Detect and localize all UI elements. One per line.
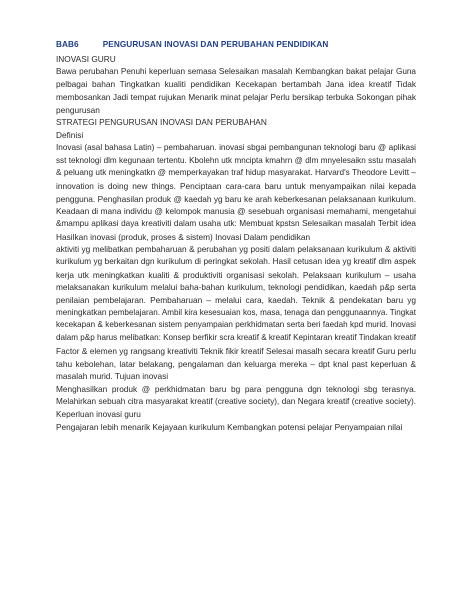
text-line: Pengajaran lebih menarik Kejayaan kurikulum Kembangkan potensi pelajar Penyampaian nilai bbox=[56, 421, 403, 432]
chapter-number: BAB6 bbox=[56, 40, 79, 49]
text-line: Hasilkan inovasi (produk, proses & sistem) Inovasi Dalam pendidikan bbox=[56, 231, 311, 242]
text-line: tahu kebolehan, latar belakang, pengalaman dan keluarga mereka – dpt knal past keperluan & bbox=[56, 358, 416, 369]
text-line: STRATEGI PENGURUSAN INOVASI DAN PERUBAHAN bbox=[56, 117, 267, 128]
chapter-title: PENGURUSAN INOVASI DAN PERUBAHAN PENDIDIKAN bbox=[102, 40, 329, 49]
text-line: penilaian pembelajaran. Pembaharuan – melalui cara, kaedah. Teknik & pendekatan baru yg bbox=[56, 295, 416, 306]
text-line: Melahirkan sebuah citra masyarakat kreatif (creative society), dan Negara kreatif (creative society). bbox=[56, 396, 416, 406]
text-line: & peluang utk meningkatkn @ memperkayakan traf hidup masyarakat. Harvard's Theodore Levitt – bbox=[56, 168, 416, 178]
text-line: innovation is doing new things. Penciptaan cara-cara baru untuk menyampaikan nilai kepada bbox=[56, 180, 416, 191]
text-line: Keperluan inovasi guru bbox=[56, 409, 141, 420]
text-line: Factor & elemen yg rangsang kreativiti Teknik fikir kreatif Selesai masalh secara kreatif Guru perlu bbox=[56, 345, 416, 356]
text-line: pelbagai bahan Tingkatkan kualiti pendidikan Kecekapan bertambah Jana idea kreatif Tidak bbox=[56, 79, 416, 90]
text-line: Menghasilkan produk @ perkhidmatan baru bg para pengguna dgn teknologi sbg terasnya. bbox=[56, 383, 416, 394]
text-line: Bawa perubahan Penuhi keperluan semasa Selesaikan masalah Kembangkan bakat pelajar Guna bbox=[56, 66, 416, 76]
text-line: pengurusan bbox=[56, 104, 100, 115]
text-line: kecekapan & keberkesanan sistem penyampaian perkhidmatan serta beri faedah kpd murid. Inovasi bbox=[56, 320, 416, 330]
text-line: Definisi bbox=[56, 130, 84, 141]
text-line: meningkatkan pembelajaran. Ambil kira kesesuaian kos, masa, tenaga dan penggunaannya. Tingkat bbox=[56, 307, 416, 317]
text-line: INOVASI GURU bbox=[56, 54, 116, 64]
text-line: Keadaan di mana individu @ kelompok manusia @ sesebuah organisasi memahami, mengetahui bbox=[56, 206, 416, 217]
text-line: sst teknologi dlm kegunaan tertentu. Kbolehn utk mncipta kmahrn @ dlm mnyelesaikn sstu masalah bbox=[56, 155, 416, 165]
text-line: aktiviti yg melibatkan pembaharuan & perubahan yg positi dalam pelaksanaan kurikulum & aktiviti bbox=[56, 244, 416, 255]
text-line: masalah murid. Tujuan inovasi bbox=[56, 371, 169, 382]
text-line: kurikulum yg berkaitan dgn kurikulum di peringkat sekolah. Hasil cetusan idea yg kreatif dlm aspek bbox=[56, 257, 416, 266]
text-line: membosankan Jadi tempat rujukan Menarik minat pelajar Perlu bersikap terbuka Sokongan pihak bbox=[56, 92, 416, 103]
text-line: kerja utk meningkatkan kualiti & produktiviti organisasi sekolah. Pelaksaan kurikulum – usaha bbox=[56, 269, 416, 280]
text-line: pengguna. Penghasilan produk @ kaedah yg baru ke arah keberkesanan pelaksanaan kurikulum. bbox=[56, 193, 416, 204]
text-line: melaksanakan kurikulum melalui baha-bahan kurikulum, teknologi pendidikan, kaedah p&p serta bbox=[56, 282, 416, 293]
document-body bbox=[56, 53, 416, 434]
chapter-heading bbox=[56, 40, 328, 49]
text-line: Inovasi (asal bahasa Latin) – pembaharuan. inovasi sbgai pembangunan teknologi baru @ aplikasi bbox=[56, 142, 416, 152]
text-line: &mampu aplikasi daya kreativiti dalam usaha utk: Membuat kpstsn Selesaikan masalah Terbit idea bbox=[56, 218, 416, 228]
text-line: dalam p&p harus melibatkan: Konsep berfikir scra kreatif & kreatif Kepintaran kreatif Tindakan kreatif bbox=[56, 333, 416, 343]
